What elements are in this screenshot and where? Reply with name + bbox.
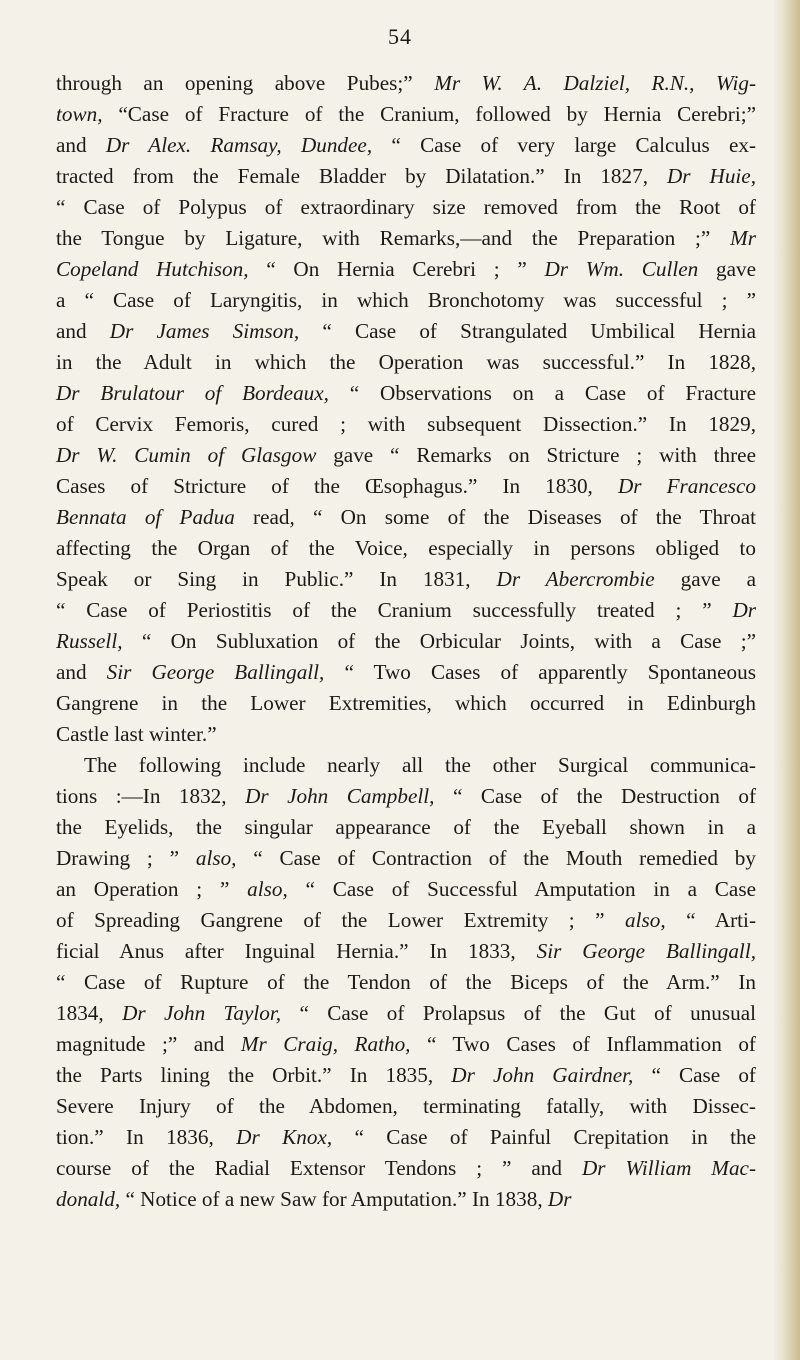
- text-run: Castle last winter.”: [56, 722, 217, 746]
- text-run: “ On Subluxation of the Orbicular Joints, with a Case ;”: [122, 629, 756, 653]
- text-run: “ Two Cases of apparently Spontaneous: [324, 660, 756, 684]
- text-line: [56, 378, 756, 409]
- text-run: “Case of Fracture of the Cranium, followed by Hernia Cerebri;”: [102, 102, 756, 126]
- text-line: [56, 99, 756, 130]
- text-line: [56, 843, 756, 874]
- text-run: “ Notice of a new Saw for Amputation.” In 1838,: [120, 1187, 548, 1211]
- text-run: read, “ On some of the Diseases of the Throat: [234, 505, 756, 529]
- text-line: [56, 409, 756, 440]
- text-run: through an opening above Pubes;”: [56, 71, 435, 95]
- text-run: Speak or Sing in Public.” In 1831,: [56, 567, 497, 591]
- text-line: [56, 905, 756, 936]
- text-run: affecting the Organ of the Voice, especially in persons obliged to: [56, 536, 756, 560]
- text-run: gave a: [654, 567, 756, 591]
- italic-name: Mr: [730, 226, 756, 250]
- italic-name: Dr: [732, 598, 756, 622]
- text-line: [56, 347, 756, 378]
- italic-name: Dr: [547, 1187, 572, 1211]
- text-run: “ On Hernia Cerebri ; ”: [248, 257, 545, 281]
- text-run: the Tongue by Ligature, with Remarks,—and the Preparation ;”: [56, 226, 731, 250]
- italic-name: Dr James Simson,: [109, 319, 300, 343]
- text-line: [56, 1091, 756, 1122]
- text-run: of Spreading Gangrene of the Lower Extremity ; ”: [56, 908, 626, 932]
- text-line: [56, 223, 756, 254]
- text-line: [56, 750, 756, 781]
- text-line: [56, 1122, 756, 1153]
- page-number: 54: [388, 24, 412, 49]
- text-run: “ Two Cases of Inflammation of: [410, 1032, 756, 1056]
- text-line: [56, 998, 756, 1029]
- text-line: [56, 564, 756, 595]
- text-run: and: [56, 319, 110, 343]
- text-run: and: [56, 660, 107, 684]
- italic-name: Dr Francesco: [617, 474, 756, 498]
- text-run: tracted from the Female Bladder by Dilatation.” In 1827,: [56, 164, 667, 188]
- text-run: “ Case of Successful Amputation in a Case: [287, 877, 756, 901]
- text-run: “ Case of Rupture of the Tendon of the Biceps of the Arm.” In: [56, 970, 756, 994]
- italic-name: Dr Abercrombie: [496, 567, 655, 591]
- italic-name: also,: [195, 846, 237, 870]
- text-run: “ Case of Periostitis of the Cranium successfully treated ; ”: [56, 598, 733, 622]
- italic-name: Mr W. A. Dalziel, R.N., Wig-: [434, 71, 756, 95]
- text-line: [56, 936, 756, 967]
- text-line: [56, 502, 756, 533]
- text-run: “ Case of Strangulated Umbilical Hernia: [299, 319, 756, 343]
- text-line: [56, 657, 756, 688]
- text-run: tions :—In 1832,: [56, 784, 246, 808]
- text-line: [56, 1153, 756, 1184]
- text-run: tion.” In 1836,: [56, 1125, 237, 1149]
- body-text: [56, 68, 756, 1215]
- page-edge-shadow: [772, 0, 800, 1360]
- italic-name: town,: [56, 102, 103, 126]
- text-run: the Eyelids, the singular appearance of the Eyeball shown in a: [56, 815, 756, 839]
- text-line: [56, 533, 756, 564]
- italic-name: Mr Craig, Ratho,: [240, 1032, 411, 1056]
- text-run: and: [56, 133, 106, 157]
- text-run: “ Arti-: [665, 908, 757, 932]
- text-line: [56, 812, 756, 843]
- italic-name: Sir George Ballingall,: [106, 660, 325, 684]
- paragraph: [56, 750, 756, 1215]
- text-run: “ Case of Painful Crepitation in the: [332, 1125, 756, 1149]
- text-line: [56, 781, 756, 812]
- text-run: the Parts lining the Orbit.” In 1835,: [56, 1063, 452, 1087]
- text-line: [56, 719, 756, 750]
- italic-name: also,: [625, 908, 666, 932]
- italic-name: donald,: [56, 1187, 121, 1211]
- italic-name: Dr Huie,: [666, 164, 757, 188]
- italic-name: Dr John Gairdner,: [451, 1063, 634, 1087]
- italic-name: Copeland Hutchison,: [56, 257, 249, 281]
- text-run: course of the Radial Extensor Tendons ; ” and: [56, 1156, 582, 1180]
- italic-name: Dr William Mac-: [581, 1156, 757, 1180]
- italic-name: Dr Alex. Ramsay, Dundee,: [105, 133, 373, 157]
- text-line: [56, 688, 756, 719]
- text-run: magnitude ;” and: [56, 1032, 241, 1056]
- text-line: [56, 1029, 756, 1060]
- text-run: Gangrene in the Lower Extremities, which occurred in Edinburgh: [56, 691, 756, 715]
- text-line: [56, 967, 756, 998]
- text-run: “ Case of Polypus of extraordinary size removed from the Root of: [56, 195, 756, 219]
- text-run: gave “ Remarks on Stricture ; with three: [316, 443, 756, 467]
- text-line: [56, 68, 756, 99]
- text-run: an Operation ; ”: [56, 877, 248, 901]
- text-run: Drawing ; ”: [56, 846, 196, 870]
- italic-name: Dr John Campbell,: [245, 784, 435, 808]
- text-run: gave: [698, 257, 756, 281]
- italic-name: Dr W. Cumin of Glasgow: [56, 443, 317, 467]
- text-run: “ Observations on a Case of Fracture: [328, 381, 756, 405]
- text-run: 1834,: [56, 1001, 123, 1025]
- text-line: [56, 1060, 756, 1091]
- text-line: [56, 440, 756, 471]
- text-line: [56, 285, 756, 316]
- text-run: of Cervix Femoris, cured ; with subsequent Dissection.” In 1829,: [56, 412, 756, 436]
- text-line: [56, 626, 756, 657]
- text-line: [56, 595, 756, 626]
- text-line: [56, 130, 756, 161]
- italic-name: Dr Brulatour of Bordeaux,: [56, 381, 329, 405]
- italic-name: Dr John Taylor,: [122, 1001, 282, 1025]
- text-run: “ Case of Contraction of the Mouth remedied by: [236, 846, 756, 870]
- text-run: in the Adult in which the Operation was successful.” In 1828,: [56, 350, 756, 374]
- text-run: “ Case of Prolapsus of the Gut of unusual: [281, 1001, 756, 1025]
- text-line: [56, 192, 756, 223]
- text-run: Severe Injury of the Abdomen, terminating fatally, with Dissec-: [56, 1094, 756, 1118]
- italic-name: Sir George Ballingall,: [536, 939, 756, 963]
- text-run: Cases of Stricture of the Œsophagus.” In 1830,: [56, 474, 618, 498]
- text-line: [56, 316, 756, 347]
- paragraph: [56, 68, 756, 750]
- text-line: [56, 874, 756, 905]
- italic-name: Dr Wm. Cullen: [544, 257, 699, 281]
- text-run: “ Case of: [633, 1063, 756, 1087]
- text-line: [56, 1184, 756, 1215]
- italic-name: Russell,: [56, 629, 123, 653]
- text-line: [56, 471, 756, 502]
- text-run: ficial Anus after Inguinal Hernia.” In 1833,: [56, 939, 537, 963]
- text-run: a “ Case of Laryngitis, in which Bronchotomy was successful ; ”: [56, 288, 756, 312]
- text-run: “ Case of very large Calculus ex-: [372, 133, 757, 157]
- italic-name: Bennata of Padua: [56, 505, 235, 529]
- italic-name: Dr Knox,: [236, 1125, 333, 1149]
- text-run: The following include nearly all the other Surgical communica-: [84, 753, 756, 777]
- text-run: “ Case of the Destruction of: [434, 784, 757, 808]
- text-line: [56, 254, 756, 285]
- text-line: [56, 161, 756, 192]
- italic-name: also,: [247, 877, 288, 901]
